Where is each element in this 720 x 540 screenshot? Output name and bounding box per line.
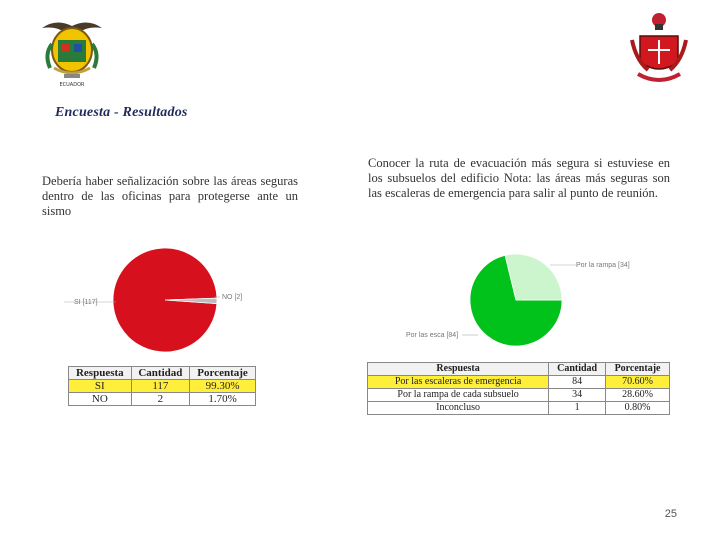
page-title: Encuesta - Resultados <box>55 105 188 120</box>
results-table-1 <box>68 366 256 406</box>
table-cell: NO <box>69 393 132 406</box>
table-row <box>368 389 670 402</box>
pie-chart-1 <box>60 240 310 360</box>
table-cell: 99.30% <box>190 380 256 393</box>
table-cell: 117 <box>131 380 189 393</box>
table-header-row <box>69 367 256 380</box>
coat-of-arms-icon <box>36 14 108 90</box>
pie-label-si: SI [117] <box>74 299 98 306</box>
pie-label-no: NO [2] <box>222 294 243 301</box>
table-row <box>368 402 670 415</box>
table-row <box>368 376 670 389</box>
header-porcentaje: Porcentaje <box>190 367 256 380</box>
table-cell: Por la rampa de cada subsuelo <box>368 389 549 402</box>
header-cantidad: Cantidad <box>131 367 189 380</box>
logo-caption: ECUADOR <box>59 82 85 88</box>
table-cell: Por las escaleras de emergencia <box>368 376 549 389</box>
table-row <box>69 393 256 406</box>
header-porcentaje: Porcentaje <box>606 363 670 376</box>
table-cell: 0.80% <box>606 402 670 415</box>
military-crest-icon <box>628 10 690 90</box>
table-cell: 1.70% <box>190 393 256 406</box>
header-respuesta: Respuesta <box>368 363 549 376</box>
table-cell: SI <box>69 380 132 393</box>
page-number: 25 <box>664 508 677 520</box>
table-cell: 34 <box>549 389 606 402</box>
table-cell: 2 <box>131 393 189 406</box>
pie-chart-2 <box>400 250 670 350</box>
pie-label-escaleras: Por las esca [84] <box>406 332 459 339</box>
table-cell: 84 <box>549 376 606 389</box>
table-cell: 1 <box>549 402 606 415</box>
table-cell: 70.60% <box>606 376 670 389</box>
pie-label-rampa: Por la rampa [34] <box>576 262 630 269</box>
results-table-2 <box>367 362 670 415</box>
table-row <box>69 380 256 393</box>
header-respuesta: Respuesta <box>69 367 132 380</box>
table-header-row <box>368 363 670 376</box>
table-cell: 28.60% <box>606 389 670 402</box>
question-1-text: Debería haber señalización sobre las áreas seguras dentro de las oficinas para protegerse ante un sismo <box>42 174 298 218</box>
header-cantidad: Cantidad <box>549 363 606 376</box>
question-2-text: Conocer la ruta de evacuación más segura si estuviese en los subsuelos del edificio Nota: las áreas más seguras son las escaleras de emergencia para salir al punto de reunión. <box>368 156 670 200</box>
table-cell: Inconcluso <box>368 402 549 415</box>
